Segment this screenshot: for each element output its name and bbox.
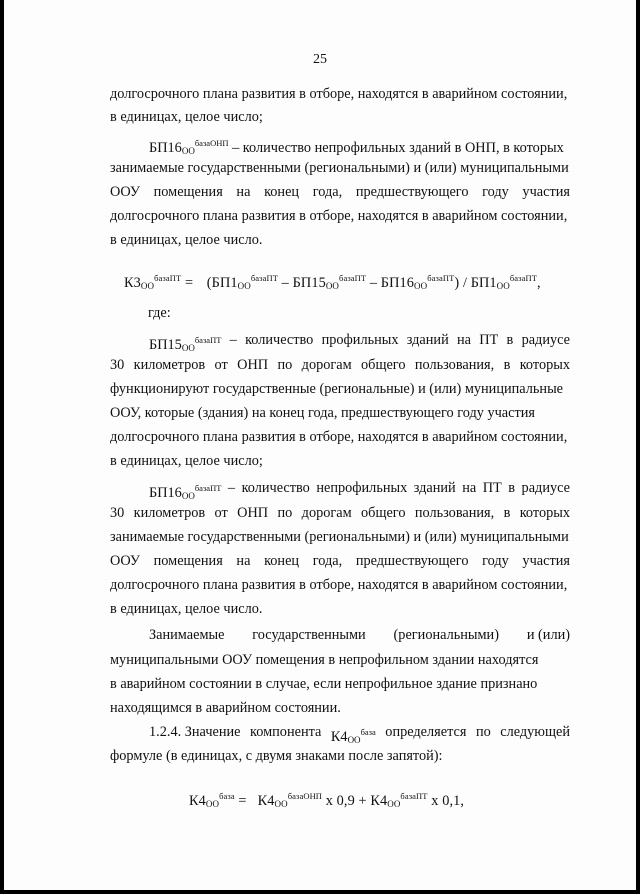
- text-line-justified: Занимаемые государственными (региональными) и (или): [149, 627, 570, 643]
- text-line: ООУ, которые (здания) на конец года, предшествующего году участия: [110, 405, 535, 421]
- text-line: занимаемые государственными (региональными) и (или) муниципальными: [110, 160, 569, 176]
- where-label: где:: [148, 305, 171, 321]
- text-line: в единицах, целое число;: [110, 109, 263, 125]
- text-line: в единицах, целое число.: [110, 601, 263, 617]
- text-line: муниципальными ООУ помещения в непрофильном здании находятся: [110, 652, 539, 668]
- definition-bp15-pt: $БП15_{ОО}^{базаПТ}$ – количество профильных зданий на ПТ в радиусе: [149, 332, 570, 353]
- text-line: долгосрочного плана развития в отборе, находятся в аварийном состоянии,: [110, 577, 568, 593]
- text-line: занимаемые государственными (региональными) и (или) муниципальными: [110, 529, 569, 545]
- text-line-justified: 30 километров от ОНП по дорогам общего пользования, в которых: [110, 357, 570, 373]
- text-line-justified: 1.2.4. Значение компонента $К4_{ОО}^{база}$ определяется по следующей: [149, 724, 570, 745]
- formula-k4: $К4_{ОО}^{база} = К4_{ОО}^{базаОНП}$ х $0,9 + К4_{ОО}^{базаПТ}$ х 0,1,: [189, 791, 465, 809]
- text-line: в единицах, целое число.: [110, 232, 263, 248]
- definition-bp16-pt: $БП16_{ОО}^{базаПТ}$ – количество непрофильных зданий на ПТ в радиусе: [149, 480, 570, 501]
- text-line: находящимся в аварийном состоянии.: [110, 700, 341, 716]
- text-line: долгосрочного плана развития в отборе, находятся в аварийном состоянии,: [110, 208, 568, 224]
- text-line-justified: ООУ помещения на конец года, предшествующего году участия: [110, 184, 570, 200]
- text-line: формуле (в единицах, с двумя знаками после запятой):: [110, 748, 443, 764]
- text-line: долгосрочного плана развития в отборе, находятся в аварийном состоянии,: [110, 429, 568, 445]
- page-number: 25: [313, 52, 327, 67]
- text-line-justified: 30 километров от ОНП по дорогам общего пользования, в которых: [110, 505, 570, 521]
- document-page: [4, 0, 636, 890]
- formula-k3: $К3_{ОО}^{базаПТ} = (БП1_{ОО}^{базаПТ} - БП15_{ОО}^{базаПТ} - БП16_{ОО}^{базаПТ}) / БП1_{ОО}^{базаПТ}$,: [124, 273, 541, 291]
- text-line: в аварийном состоянии в случае, если непрофильное здание признано: [110, 676, 538, 692]
- text-line: функционируют государственные (региональные) и (или) муниципальные: [110, 381, 564, 397]
- text-line: долгосрочного плана развития в отборе, находятся в аварийном состоянии,: [110, 86, 568, 102]
- text-line-justified: ООУ помещения на конец года, предшествующего году участия: [110, 553, 570, 569]
- definition-bp16-onp: $БП16_{ОО}^{базаОНП}$ – количество непрофильных зданий в ОНП, в которых: [149, 138, 564, 156]
- text-line: в единицах, целое число;: [110, 453, 263, 469]
